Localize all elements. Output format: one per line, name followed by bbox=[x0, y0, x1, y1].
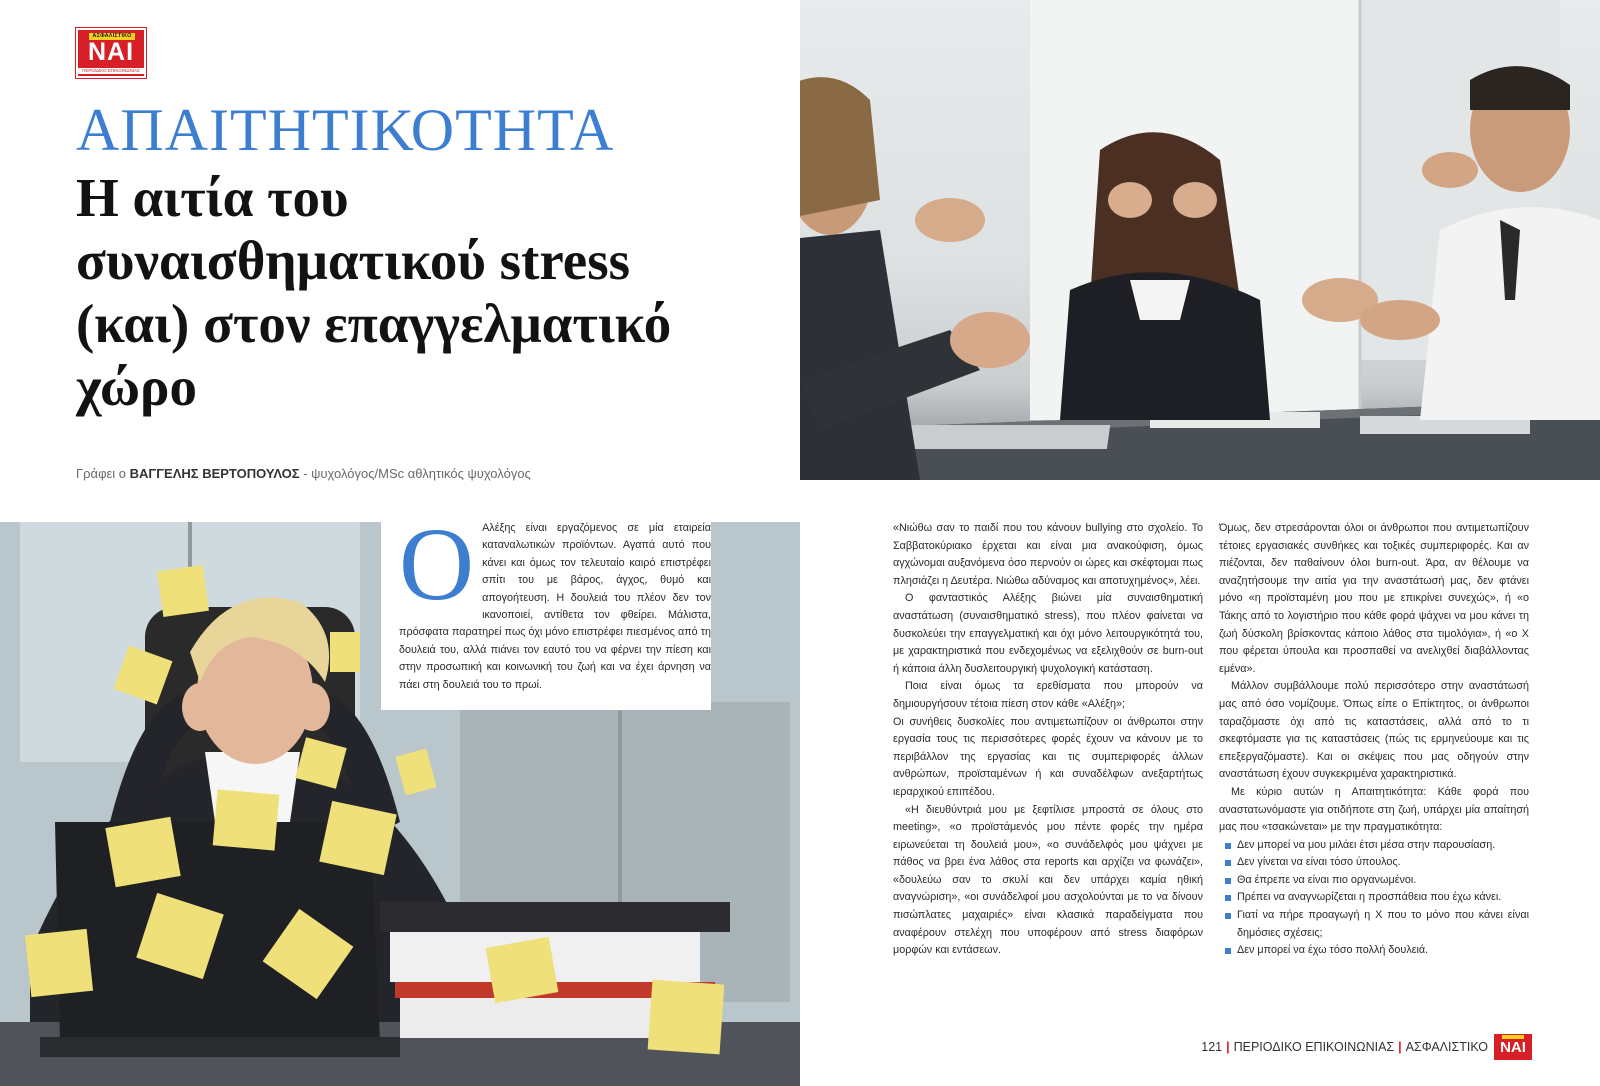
footer-brand: ΑΣΦΑΛΙΣΤΙΚΟ bbox=[1405, 1040, 1488, 1054]
col1-paragraph-2: Ο φανταστικός Αλέξης βιώνει μία συναισθηματική αναστάτωση (συναισθηματικό stress), που πλέον φαίνεται να δυσκολεύει την επαγγελματική και όχι μόνο λειτουργικότητά του, με χαρακτηριστικά που ενδεχομένως να εξελιχθούν σε burn-out ή κάποια άλλη δυσλειτουργική ψυχολογική κατάσταση. bbox=[893, 592, 1203, 675]
bullet-item: Δεν μπορεί να μου μιλάει έτσι μέσα στην παρουσίαση. bbox=[1219, 837, 1529, 855]
meeting-photo bbox=[800, 0, 1600, 480]
intro-paragraph: Αλέξης είναι εργαζόμενος σε μία εταιρεία καταναλωτικών προϊόντων. Αγαπά αυτό που κάνει και όμως τον τελευταίο καιρό επιστρέφει σπίτι του με βάρος, άγχος, θυμό και απογοήτευση. Η δουλειά του πλέον δεν τον ικανοποιεί, αντίθετα τον φθείρει. Μάλιστα, πρόσφατα παρατηρεί πως όχι μόνο επιστρέφει πιεσμένος από τη δουλειά του, αλλά πιάνει τον εαυτό του να φέρνει την πίεση και στην προσωπική και κοινωνική του ζωή και να έχει άρνηση να πάει στη δουλειά του το πρωί. bbox=[399, 522, 711, 691]
col1-paragraph-3: Ποια είναι όμως τα ερεθίσματα που μπορούν να δημιουργήσουν τέτοια πίεση στον κάθε «Αλέξη»; bbox=[893, 680, 1203, 710]
author-name: ΒΑΓΓΕΛΗΣ ΒΕΡΤΟΠΟΥΛΟΣ bbox=[129, 466, 300, 481]
byline-suffix: - ψυχολόγος/MSc αθλητικός ψυχολόγος bbox=[299, 466, 531, 481]
footer-separator: | bbox=[1398, 1040, 1402, 1054]
footer-logo: ΝΑΙ bbox=[1494, 1034, 1532, 1060]
page-footer bbox=[1201, 1034, 1532, 1060]
drop-cap: Ο bbox=[399, 507, 475, 622]
bullet-item: Πρέπει να αναγνωρίζεται η προσπάθεια που έχω κάνει. bbox=[1219, 889, 1529, 907]
bullet-item: Γιατί να πήρε προαγωγή η Χ που το μόνο που κάνει είναι δημόσιες σχέσεις; bbox=[1219, 907, 1529, 942]
bullet-item: Θα έπρεπε να είναι πιο οργανωμένοι. bbox=[1219, 872, 1529, 890]
col1-paragraph-4: Οι συνήθεις δυσκολίες που αντιμετωπίζουν οι άνθρωποι στην εργασία τους τις περισσότερες φορές έχουν να κάνουν με το περιβάλλον της εργασίας και τις συμπεριφορές άλλων ανθρώπων, προϊσταμένων ή και συναδέλφων ανεξαρτήτως ιεραρχικού επιπέδου. bbox=[893, 715, 1203, 798]
magazine-logo bbox=[76, 28, 146, 78]
col1-paragraph-1: «Νιώθω σαν το παιδί που του κάνουν bullying στο σχολείο. Το Σαββατοκύριακο έρχεται και είναι μια ανακούφιση, όμως αγχώνομαι αυξανόμενα όσο περνούν οι ώρες και σκέφτομαι πως πλησιάζει η Δευτέρα. Νιώθω αδύναμος και αποτυχημένος», λέει. bbox=[893, 522, 1203, 587]
col1-paragraph-5: «Η διευθύντριά μου με ξεφτίλισε μπροστά σε όλους στο meeting», «ο προϊστάμενός μου πέντε φορές την ημέρα ειρωνεύεται τη δουλειά μου», «ο συνάδελφός μου ψάχνει με πάθος να βρει ένα λάθος στα reports και αρχίζει να φωνάζει», «δουλεύω σαν το σκυλί και δεν υπάρχει καμία ηθική αναγνώριση», «οι συνάδελφοί μου ασχολούνται με το να δίνουν πισώπλατες μαχαιριές» είναι κλασικά παραδείγματα που αναφέρουν στελέχη που υποφέρουν από stress διαφόρων μορφών και εντάσεων. bbox=[893, 803, 1203, 957]
logo-main-text: ΝΑΙ bbox=[87, 38, 135, 66]
bullet-item: Δεν γίνεται να είναι τόσο ύπουλος. bbox=[1219, 854, 1529, 872]
logo-top-text: ΑΣΦΑΛΙΣΤΙΚΟ bbox=[89, 33, 135, 40]
col2-paragraph-2: Μάλλον συμβάλλουμε πολύ περισσότερο στην αναστάτωσή μας από όσο νομίζουμε. Όπως είπε ο Επίκτητος, οι άνθρωποι ταραζόμαστε όχι από τις καταστάσεις, αλλά από το τι σκεφτόμαστε για τις καταστάσεις (πώς τις ερμηνεύουμε και τις επεξεργαζόμαστε). Και οι σκέψεις που μας οδηγούν στην αναστάτωση έχουν συγκεκριμένα χαρακτηριστικά. bbox=[1219, 680, 1529, 781]
text-column-1 bbox=[893, 520, 1203, 960]
footer-separator: | bbox=[1226, 1040, 1230, 1054]
page-number: 121 bbox=[1201, 1040, 1223, 1054]
byline bbox=[76, 466, 531, 481]
logo-bottom-text: ΠΕΡΙΟΔΙΚΟ ΕΠΙΚΟΙΝΩΝΙΑΣ bbox=[78, 68, 144, 74]
text-column-2 bbox=[1219, 520, 1529, 960]
article-kicker: ΑΠΑΙΤΗΤΙΚΟΤΗΤΑ bbox=[76, 97, 615, 163]
footer-magazine-label: ΠΕΡΙΟΔΙΚΟ ΕΠΙΚΟΙΝΩΝΙΑΣ bbox=[1233, 1040, 1395, 1054]
meeting-illustration bbox=[800, 0, 1600, 480]
col2-paragraph-1: Όμως, δεν στρεσάρονται όλοι οι άνθρωποι που αντιμετωπίζουν τέτοιες εργασιακές συνθήκες και τοξικές συμπεριφορές. Και αν πιέζονται, δεν παθαίνουν όλοι burn-out. Άρα, αν θέλουμε να αναζητήσουμε την αιτία για την αναστάτωσή μας, δεν φτάνει μόνο «η προϊσταμένη μου που με επικρίνει συνεχώς», ή «ο Τάκης από το λογιστήριο που κάθε φορά ψάχνει να μου κάνει τη ζωή δύσκολη βρίσκοντας κάποιο λάθος στα τιμολόγια», ή «ο Χ που φέρεται ύπουλα και προσπαθεί να ανελιχθεί διαβάλλοντας εμένα». bbox=[1219, 522, 1529, 675]
col2-paragraph-3: Με κύριο αυτών η Απαιτητικότητα: Κάθε φορά που αναστατωνόμαστε για οτιδήποτε στη ζωή, υπάρχει μία απαίτησή μας που «τσακώνεται» με την πραγματικότητα: bbox=[1219, 785, 1529, 834]
intro-box bbox=[381, 507, 711, 710]
byline-prefix: Γράφει ο bbox=[76, 466, 130, 481]
bullet-item: Δεν μπορεί να έχω τόσο πολλή δουλειά. bbox=[1219, 942, 1529, 960]
article-title: Η αιτία του συναισθηματικού stress (και) στον επαγγελματικό χώρο bbox=[76, 167, 672, 417]
